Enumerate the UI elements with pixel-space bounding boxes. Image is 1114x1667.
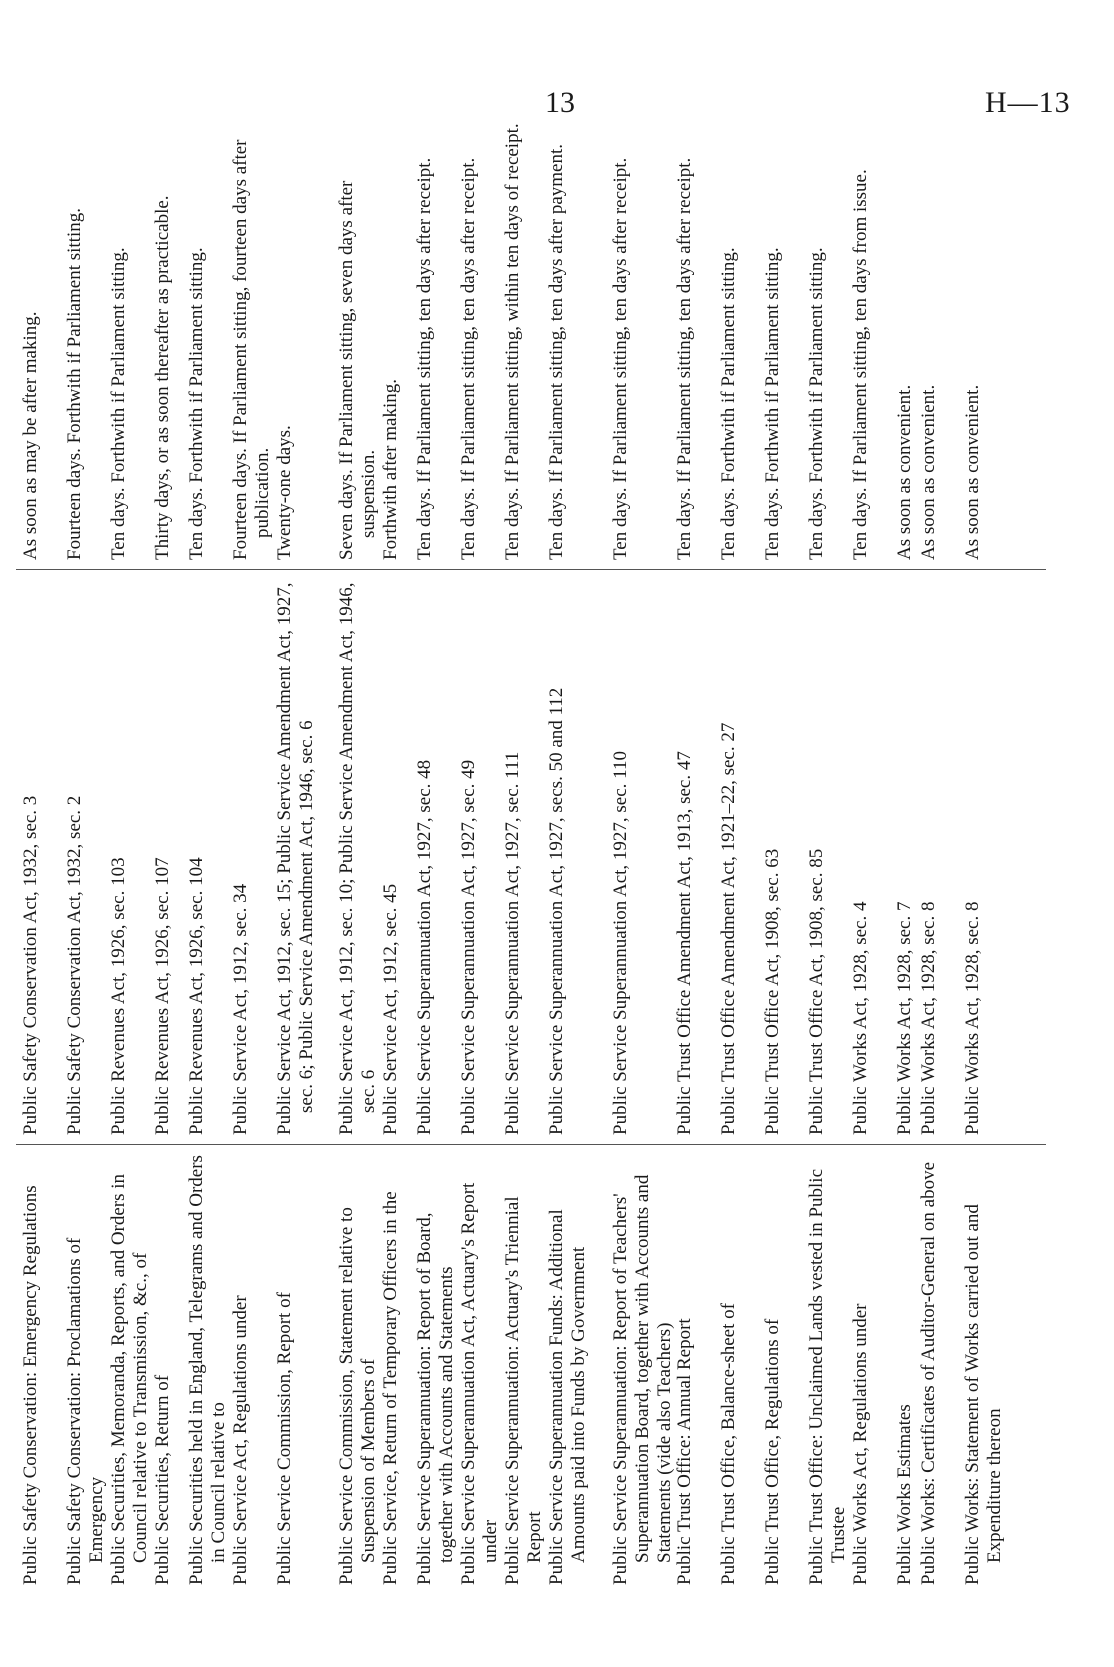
- time-cell: Ten days. If Parliament sitting, ten days after receipt.: [610, 157, 631, 560]
- time-cell: As soon as convenient.: [962, 384, 983, 560]
- time-cell: As soon as convenient.: [918, 384, 939, 560]
- subject-cell: Public Service Commission, Statement relative to Suspension of Members of: [336, 1207, 379, 1585]
- subject-cell: Public Safety Conservation: Proclamations of Emergency: [64, 1237, 107, 1585]
- subject-cell: Public Works Estimates: [894, 1404, 915, 1585]
- subject-cell: Public Service Superannuation Act, Actuary's Report under: [458, 1182, 501, 1585]
- subject-cell: Public Service Superannuation: Report of Teachers' Superannuation Board, together with Accounts and Statements (vide also Teachers): [610, 1174, 675, 1585]
- time-cell: Ten days. If Parliament sitting, ten days after receipt.: [414, 157, 435, 560]
- authority-cell: Public Service Superannuation Act, 1927, sec. 111: [502, 751, 523, 1135]
- column-divider: [16, 569, 1046, 570]
- column-divider: [16, 1144, 1046, 1145]
- authority-cell: Public Service Superannuation Act, 1927, sec. 48: [414, 759, 435, 1135]
- time-cell: Ten days. Forthwith if Parliament sitting.: [718, 247, 739, 560]
- subject-cell: Public Service Superannuation: Report of Board, together with Accounts and Statements: [414, 1212, 457, 1585]
- authority-cell: Public Works Act, 1928, sec. 4: [850, 901, 871, 1135]
- authority-cell: Public Works Act, 1928, sec. 7: [894, 901, 915, 1135]
- time-cell: As soon as may be after making.: [20, 311, 41, 560]
- time-cell: Ten days. If Parliament sitting, within ten days of receipt.: [502, 123, 523, 560]
- authority-cell: Public Trust Office Amendment Act, 1913, sec. 47: [674, 751, 695, 1135]
- page-code: H—13: [985, 86, 1071, 119]
- subject-cell: Public Securities held in England, Telegrams and Orders in Council relative to: [186, 1155, 229, 1585]
- subject-cell: Public Service, Return of Temporary Officers in the: [380, 1191, 401, 1585]
- subject-cell: Public Service Superannuation Funds: Additional Amounts paid into Funds by Government: [546, 1209, 589, 1585]
- authority-cell: Public Safety Conservation Act, 1932, sec. 2: [64, 795, 85, 1135]
- authority-cell: Public Service Act, 1912, sec. 10; Public Service Amendment Act, 1946, sec. 6: [336, 582, 379, 1135]
- subject-cell: Public Works: Certificates of Auditor-General on above: [918, 1161, 939, 1585]
- subject-cell: Public Service Commission, Report of: [274, 1292, 295, 1585]
- time-cell: As soon as convenient.: [894, 384, 915, 560]
- authority-cell: Public Revenues Act, 1926, sec. 103: [108, 857, 129, 1135]
- time-cell: Ten days. Forthwith if Parliament sitting.: [186, 247, 207, 560]
- time-cell: Ten days. Forthwith if Parliament sitting.: [806, 247, 827, 560]
- authority-cell: Public Revenues Act, 1926, sec. 104: [186, 857, 207, 1135]
- time-cell: Twenty-one days.: [274, 425, 295, 560]
- time-cell: Ten days. Forthwith if Parliament sitting.: [762, 247, 783, 560]
- time-cell: Fourteen days. Forthwith if Parliament sitting.: [64, 208, 85, 560]
- time-cell: Forthwith after making.: [380, 379, 401, 560]
- authority-cell: Public Safety Conservation Act, 1932, sec. 3: [20, 795, 41, 1135]
- subject-cell: Public Securities, Return of: [152, 1374, 173, 1585]
- time-cell: Ten days. If Parliament sitting, ten days after receipt.: [674, 157, 695, 560]
- authority-cell: Public Service Superannuation Act, 1927, sec. 49: [458, 759, 479, 1135]
- time-cell: Ten days. Forthwith if Parliament sitting.: [108, 247, 129, 560]
- regulations-table: [20, 105, 1050, 1585]
- authority-cell: Public Service Superannuation Act, 1927, secs. 50 and 112: [546, 687, 567, 1135]
- subject-cell: Public Trust Office, Regulations of: [762, 1318, 783, 1585]
- authority-cell: Public Works Act, 1928, sec. 8: [962, 901, 983, 1135]
- time-cell: Ten days. If Parliament sitting, ten days after payment.: [546, 143, 567, 560]
- authority-cell: Public Trust Office Amendment Act, 1921–22, sec. 27: [718, 722, 739, 1135]
- subject-cell: Public Trust Office, Balance-sheet of: [718, 1303, 739, 1585]
- subject-cell: Public Works Act, Regulations under: [850, 1303, 871, 1585]
- time-cell: Seven days. If Parliament sitting, seven days after suspension.: [336, 180, 379, 560]
- authority-cell: Public Service Act, 1912, sec. 34: [230, 883, 251, 1135]
- page-number: 13: [545, 86, 575, 119]
- time-cell: Fourteen days. If Parliament sitting, fourteen days after publication.: [230, 139, 273, 560]
- authority-cell: Public Service Superannuation Act, 1927, sec. 110: [610, 751, 631, 1135]
- time-cell: Thirty days, or as soon thereafter as practicable.: [152, 195, 173, 560]
- authority-cell: Public Trust Office Act, 1908, sec. 85: [806, 848, 827, 1135]
- time-cell: Ten days. If Parliament sitting, ten days from issue.: [850, 169, 871, 560]
- authority-cell: Public Revenues Act, 1926, sec. 107: [152, 857, 173, 1135]
- subject-cell: Public Works: Statement of Works carried out and Expenditure thereon: [962, 1204, 1005, 1585]
- subject-cell: Public Service Superannuation: Actuary's Triennial Report: [502, 1196, 545, 1585]
- subject-cell: Public Securities, Memoranda, Reports, and Orders in Council relative to Transmission, &c., of: [108, 1173, 151, 1585]
- rotated-table: [20, 105, 1050, 1585]
- subject-cell: Public Trust Office: Unclaimed Lands vested in Public Trustee: [806, 1168, 849, 1585]
- authority-cell: Public Works Act, 1928, sec. 8: [918, 901, 939, 1135]
- authority-cell: Public Service Act, 1912, sec. 15; Public Service Amendment Act, 1927, sec. 6; Public Service Amendment Act, 1946, sec. 6: [274, 582, 317, 1135]
- time-cell: Ten days. If Parliament sitting, ten days after receipt.: [458, 157, 479, 560]
- authority-cell: Public Service Act, 1912, sec. 45: [380, 883, 401, 1135]
- subject-cell: Public Service Act, Regulations under: [230, 1295, 251, 1585]
- subject-cell: Public Safety Conservation: Emergency Regulations: [20, 1185, 41, 1585]
- subject-cell: Public Trust Office: Annual Report: [674, 1318, 695, 1585]
- authority-cell: Public Trust Office Act, 1908, sec. 63: [762, 848, 783, 1135]
